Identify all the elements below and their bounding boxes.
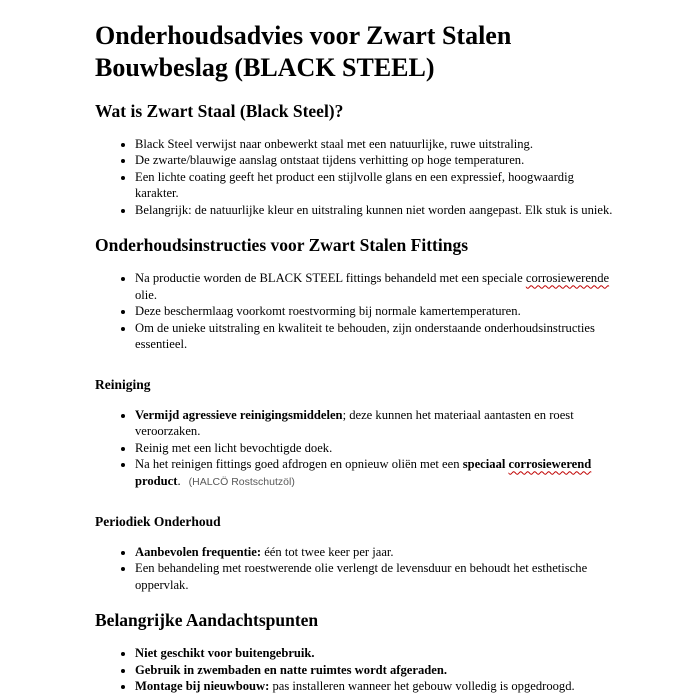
bold-text: speciaal: [462, 457, 509, 472]
misspelled-word: corrosiewerende: [525, 271, 610, 286]
text-segment: olie.: [135, 287, 158, 302]
bold-text: Niet geschikt voor buitengebruik.: [135, 646, 315, 661]
bullet-list-periodic: [95, 544, 615, 593]
text-segment: één tot twee keer per jaar.: [261, 544, 394, 559]
list-item: [135, 662, 615, 678]
bold-text: product: [135, 473, 178, 488]
section-heading-instructions: Onderhoudsinstructies voor Zwart Stalen Fittings: [95, 235, 469, 256]
bullet-list-attention: [95, 645, 615, 694]
list-item: • Reinig met een licht bevochtigde doek.: [135, 440, 615, 456]
section-heading-what-is: Wat is Zwart Staal (Black Steel)?: [95, 100, 344, 121]
text-segment: .: [177, 473, 181, 488]
subsection-heading-periodic: Periodiek Onderhoud: [95, 513, 221, 529]
list-item: [135, 645, 615, 661]
text-segment: ; deze kunnen het materiaal aantasten en roest veroorzaken.: [135, 407, 574, 439]
list-item: [135, 407, 615, 440]
product-note: (HALCÖ Rostschutzöl): [188, 475, 295, 488]
document-title: Onderhoudsadvies voor Zwart Stalen Bouwbeslag (BLACK STEEL): [95, 21, 512, 82]
bullet-list-what-is: [95, 136, 615, 218]
text-segment: Na productie worden de BLACK STEEL fittings behandeld met een speciale: [135, 271, 526, 286]
list-item: [135, 544, 615, 560]
list-item: [135, 456, 615, 489]
bullet-list-instructions: [95, 270, 615, 352]
list-item: • Belangrijk: de natuurlijke kleur en uitstraling kunnen niet worden aangepast. Elk stuk is uniek.: [135, 202, 615, 218]
list-item: • Een lichte coating geeft het product een stijlvolle glans en een expressief, hoogwaardig karakter.: [135, 169, 615, 202]
misspelled-word: corrosiewerend: [508, 457, 592, 472]
bold-text: Aanbevolen frequentie:: [135, 544, 262, 559]
list-item: [135, 270, 615, 303]
list-item: • Om de unieke uitstraling en kwaliteit te behouden, zijn onderstaande onderhoudsinstructies essentieel.: [135, 320, 615, 353]
bold-text: Montage bij nieuwbouw:: [135, 679, 270, 694]
text-segment: Na het reinigen fittings goed afdrogen en opnieuw oliën met een: [135, 457, 463, 472]
list-item: • Black Steel verwijst naar onbewerkt staal met een natuurlijke, ruwe uitstraling.: [135, 136, 615, 152]
text-segment: pas installeren wanneer het gebouw volledig is opgedroogd.: [269, 679, 575, 694]
bold-text: Gebruik in zwembaden en natte ruimtes wordt afgeraden.: [135, 662, 448, 677]
subsection-heading-cleaning: Reiniging: [95, 376, 151, 392]
list-item: [135, 678, 615, 694]
list-item: • Een behandeling met roestwerende olie verlengt de levensduur en behoudt het esthetische oppervlak.: [135, 560, 615, 593]
list-item: • Deze beschermlaag voorkomt roestvorming bij normale kamertemperaturen.: [135, 303, 615, 319]
list-item: • De zwarte/blauwige aanslag ontstaat tijdens verhitting op hoge temperaturen.: [135, 152, 615, 168]
bullet-list-cleaning: [95, 407, 615, 490]
section-heading-attention: Belangrijke Aandachtspunten: [95, 610, 319, 631]
bold-text: Vermijd agressieve reinigingsmiddelen: [135, 407, 343, 422]
